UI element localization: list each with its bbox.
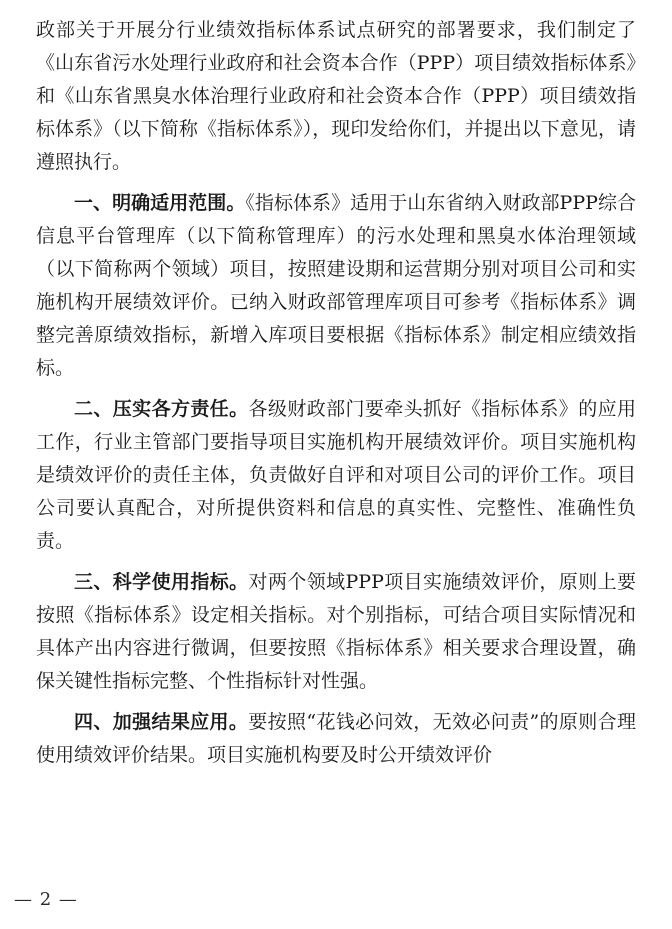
- section-heading-results: 四、加强结果应用。: [74, 711, 249, 733]
- paragraph-text: 各级财政部门要牵头抓好《指标体系》的应用工作，行业主管部门要指导项目实施机构开展绩效评价。项目实施机构是绩效评价的责任主体，负责做好自评和对项目公司的评价工作。项目公司要认真配合，对所提供资料和信息的真实性、完整性、准确性负责。: [36, 398, 636, 552]
- paragraph-text: 要按照“花钱必问效，无效必问责”的原则合理使用绩效评价结果。项目实施机构要及时公开绩效评价: [36, 711, 636, 766]
- section-heading-indicators: 三、科学使用指标。: [74, 571, 249, 593]
- paragraph-intro-continued: [36, 14, 636, 179]
- page-number: — 2 —: [14, 889, 78, 910]
- paragraph-results: [36, 706, 636, 772]
- section-heading-scope: 一、明确适用范围。: [74, 192, 246, 214]
- paragraph-text: 政部关于开展分行业绩效指标体系试点研究的部署要求，我们制定了《山东省污水处理行业政府和社会资本合作（PPP）项目绩效指标体系》和《山东省黑臭水体治理行业政府和社会资本合作（PPP）项目绩效指标体系》（以下简称《指标体系》），现印发给你们，并提出以下意见，请遵照执行。: [36, 19, 636, 173]
- paragraph-responsibility: [36, 393, 636, 558]
- paragraph-text: 《指标体系》适用于山东省纳入财政部PPP综合信息平台管理库（以下简称管理库）的污水处理和黑臭水体治理领域（以下简称两个领域）项目，按照建设期和运营期分别对项目公司和实施机构开展绩效评价。已纳入财政部管理库项目可参考《指标体系》调整完善原绩效指标，新增入库项目要根据《指标体系》制定相应绩效指标。: [36, 192, 636, 379]
- document-body: [36, 14, 636, 780]
- section-heading-responsibility: 二、压实各方责任。: [74, 398, 249, 420]
- paragraph-text: 对两个领域PPP项目实施绩效评价，原则上要按照《指标体系》设定相关指标。对个别指标，可结合项目实际情况和具体产出内容进行微调，但要按照《指标体系》相关要求合理设置，确保关键性指标完整、个性指标针对性强。: [36, 571, 636, 692]
- paragraph-scope: [36, 187, 636, 385]
- paragraph-indicators: [36, 566, 636, 698]
